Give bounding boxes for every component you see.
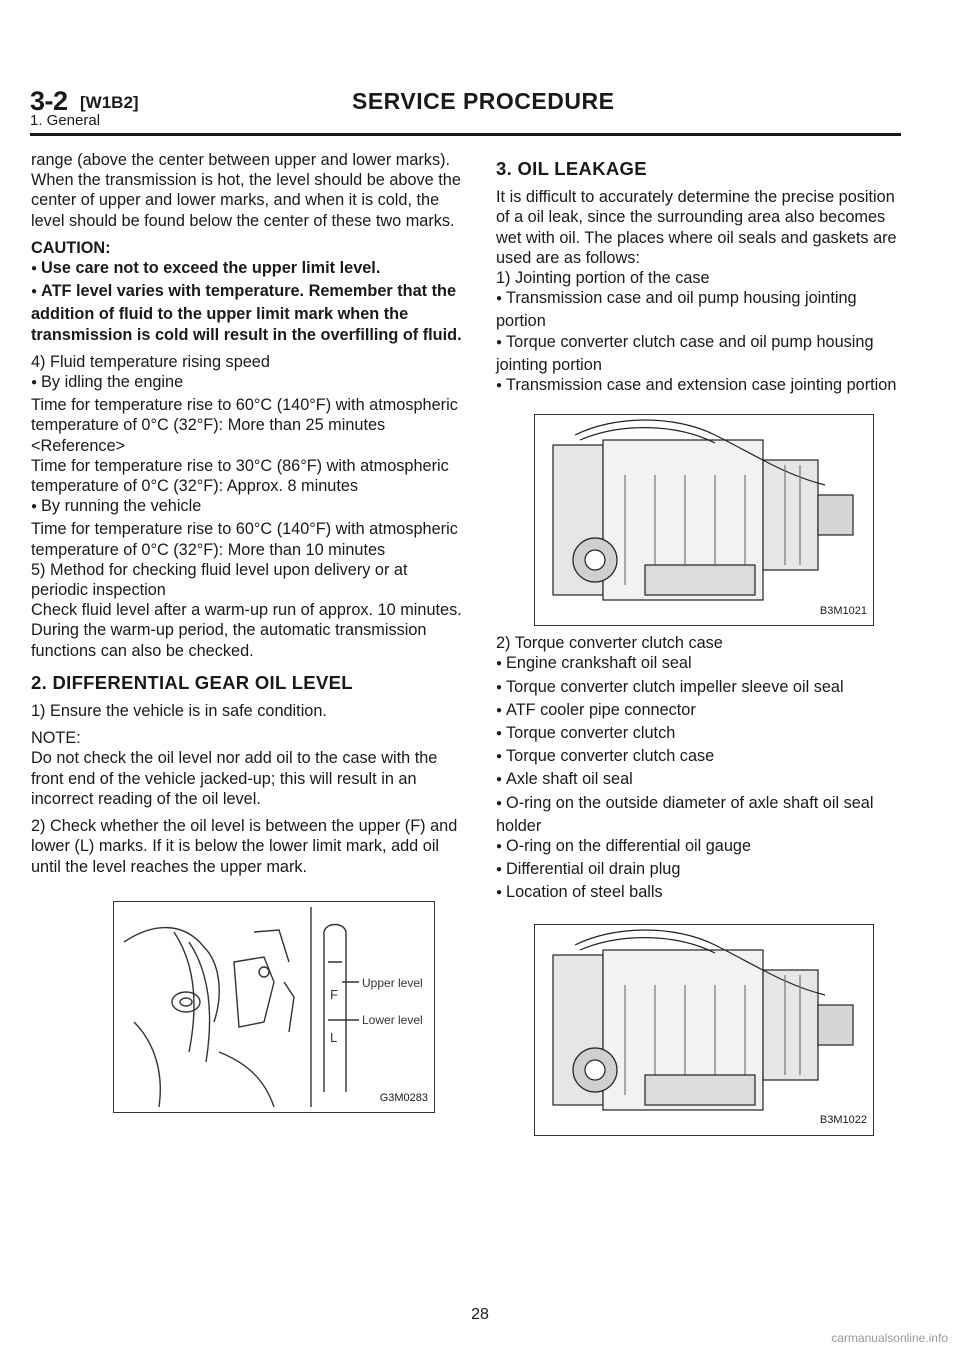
transmission-figure-1 [534,414,874,626]
step-title: 1) Jointing portion of the case [496,269,710,288]
upper-level-label: Upper level [362,975,423,990]
reference-tag: <Reference> [31,436,126,455]
section-code: 3-2 [30,86,68,116]
step-text: 2) Check whether the oil level is between the upper (F) and lower (L) marks. If it is below the lower limit mark, add oil until the level reaches the upper mark. [31,817,458,876]
body-text: Time for temperature rise to 60°C (140°F) with atmospheric temperature of 0°C (32°F): More than 25 minutes [31,396,458,435]
note-title: NOTE: [31,729,81,748]
bullet-item: ● Engine crankshaft oil seal [496,653,903,676]
bullet-item: ● O-ring on the outside diameter of axle shaft oil seal holder [496,793,903,836]
lower-level-label: Lower level [362,1012,423,1027]
caution-item: ● ATF level varies with temperature. Remember that the addition of fluid to the upper limit mark when the transmission is cold will result in the overfilling of fluid. [31,281,463,345]
section-heading: 3. OIL LEAKAGE [496,158,647,179]
body-text: Check fluid level after a warm-up run of approx. 10 minutes. During the warm-up period, the automatic transmission functions can also be checked. [31,601,462,660]
caution-item: ● Use care not to exceed the upper limit level. [31,258,463,281]
step-title: 4) Fluid temperature rising speed [31,352,270,371]
figure-label: B3M1021 [819,605,867,618]
bullet-item: ● O-ring on the differential oil gauge [496,836,903,859]
bullet-item: ● Torque converter clutch impeller sleeve oil seal [496,677,903,700]
left-column [31,150,463,1113]
bullet-item: ● By running the vehicle [31,496,463,519]
step-title: 5) Method for checking fluid level upon delivery or at periodic inspection [31,560,408,600]
bullet-item: ● Torque converter clutch case and oil pump housing jointing portion [496,332,903,375]
step-title: 2) Torque converter clutch case [496,634,723,653]
reference-code: [W1B2] [80,93,139,112]
figure-label: G3M0283 [379,1091,428,1104]
intro-paragraph: range (above the center between upper and lower marks). When the transmission is hot, the level should be above the center of upper and lower marks, and when it is cold, the level should be found below the center of these two marks. [31,151,461,230]
page-number: 28 [471,1306,489,1323]
intro-paragraph: It is difficult to accurately determine the precise position of a oil leak, since the surrounding area also becomes wet with oil. The places where oil seals and gaskets are used are as follows: [496,188,897,267]
mark-l: L [330,1029,338,1045]
bullet-item: ● Torque converter clutch case [496,746,903,769]
transmission-illustration [535,415,873,625]
note-text: Do not check the oil level nor add oil to the case with the front end of the vehicle jacked-up; this will result in an incorrect reading of the oil level. [31,749,438,808]
body-text: Time for temperature rise to 30°C (86°F) with atmospheric temperature of 0°C (32°F): Approx. 8 minutes [31,456,449,496]
transmission-figure-2 [534,924,874,1136]
bullet-item: ● Transmission case and oil pump housing jointing portion [496,288,903,331]
page-subtitle: 1. General [30,112,101,129]
figure-label: B3M1022 [819,1114,867,1127]
transmission-illustration [535,925,873,1135]
bullet-item: ● Transmission case and extension case jointing portion [496,375,903,398]
bullet-item: ● Differential oil drain plug [496,859,903,882]
bullet-item: ● ATF cooler pipe connector [496,700,903,723]
footer-watermark: carmanualsonline.info [831,1331,948,1345]
dipstick-figure [113,901,435,1113]
mark-f: F [330,986,338,1002]
page-title: SERVICE PROCEDURE [352,88,615,114]
header-rule [30,133,901,136]
right-column [496,150,903,1136]
caution-title: CAUTION: [31,238,111,257]
section-heading: 2. DIFFERENTIAL GEAR OIL LEVEL [31,671,353,693]
dipstick-illustration [114,902,434,1112]
body-text: Time for temperature rise to 60°C (140°F) with atmospheric temperature of 0°C (32°F): More than 10 minutes [31,520,458,559]
bullet-item: ● Axle shaft oil seal [496,769,903,792]
bullet-item: ● Location of steel balls [496,882,903,905]
bullet-item: ● By idling the engine [31,372,463,395]
bullet-item: ● Torque converter clutch [496,723,903,746]
step-text: 1) Ensure the vehicle is in safe condition. [31,702,327,721]
